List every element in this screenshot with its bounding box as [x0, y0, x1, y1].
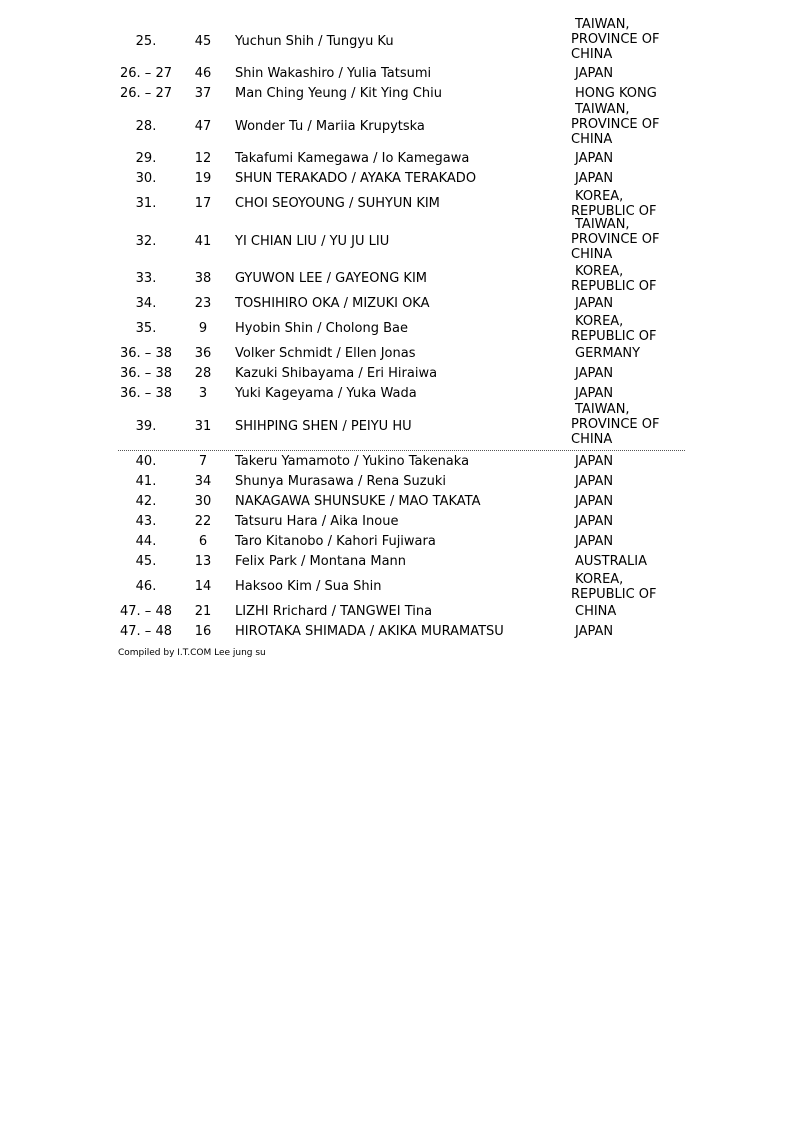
- table-row: [0, 64, 793, 84]
- country-line: KOREA,: [575, 264, 624, 279]
- bib-number-cell: 17: [194, 196, 212, 211]
- table-row: [0, 189, 793, 219]
- country-cell: [571, 452, 613, 472]
- bib-number-cell: 47: [194, 119, 212, 134]
- country-cell: [571, 602, 616, 622]
- country-cell: [571, 102, 659, 147]
- country-line: JAPAN: [575, 474, 614, 489]
- country-cell: [571, 217, 659, 262]
- country-cell: [571, 402, 659, 447]
- couple-names-cell: Felix Park / Montana Mann: [235, 554, 407, 569]
- rank-cell: 36. – 38: [120, 346, 172, 361]
- table-row: [0, 492, 793, 512]
- couple-names-cell: YI CHIAN LIU / YU JU LIU: [235, 234, 390, 249]
- country-line: JAPAN: [575, 514, 614, 529]
- bib-number-cell: 22: [194, 514, 212, 529]
- country-cell: [571, 64, 613, 84]
- bib-number-cell: 41: [194, 234, 212, 249]
- bib-number-cell: 45: [194, 34, 212, 49]
- table-row: [0, 344, 793, 364]
- bib-number-cell: 38: [194, 271, 212, 286]
- country-line: PROVINCE OF: [571, 32, 660, 47]
- rank-cell: 32.: [135, 234, 157, 249]
- country-line: CHINA: [571, 47, 613, 62]
- country-cell: [571, 344, 640, 364]
- bib-number-cell: 7: [198, 454, 208, 469]
- country-line: REPUBLIC OF: [571, 587, 657, 602]
- couple-names-cell: Yuki Kageyama / Yuka Wada: [235, 386, 417, 401]
- table-row: [0, 149, 793, 169]
- country-cell: [571, 572, 657, 602]
- table-row: [0, 217, 793, 262]
- country-line: TAIWAN,: [575, 102, 630, 117]
- country-line: REPUBLIC OF: [571, 279, 657, 294]
- bib-number-cell: 31: [194, 419, 212, 434]
- country-line: JAPAN: [575, 171, 614, 186]
- bib-number-cell: 28: [194, 366, 212, 381]
- rank-cell: 47. – 48: [120, 604, 172, 619]
- country-line: JAPAN: [575, 66, 614, 81]
- bib-number-cell: 46: [194, 66, 212, 81]
- table-row: [0, 169, 793, 189]
- country-cell: [571, 169, 613, 189]
- couple-names-cell: Yuchun Shih / Tungyu Ku: [235, 34, 394, 49]
- rank-cell: 44.: [135, 534, 157, 549]
- country-line: JAPAN: [575, 494, 614, 509]
- bib-number-cell: 16: [194, 624, 212, 639]
- country-cell: [571, 384, 613, 404]
- rank-cell: 36. – 38: [120, 366, 172, 381]
- bib-number-cell: 36: [194, 346, 212, 361]
- compiled-by-footer: Compiled by I.T.COM Lee jung su: [118, 648, 266, 658]
- couple-names-cell: Kazuki Shibayama / Eri Hiraiwa: [235, 366, 438, 381]
- rank-cell: 28.: [135, 119, 157, 134]
- country-line: REPUBLIC OF: [571, 329, 657, 344]
- country-cell: [571, 552, 647, 572]
- bib-number-cell: 37: [194, 86, 212, 101]
- country-line: CHINA: [571, 432, 613, 447]
- country-line: CHINA: [571, 132, 613, 147]
- bib-number-cell: 21: [194, 604, 212, 619]
- rank-cell: 35.: [135, 321, 157, 336]
- couple-names-cell: SHIHPING SHEN / PEIYU HU: [235, 419, 412, 434]
- country-line: JAPAN: [575, 454, 614, 469]
- country-cell: [571, 17, 659, 62]
- rank-cell: 41.: [135, 474, 157, 489]
- table-row: [0, 602, 793, 622]
- rank-cell: 47. – 48: [120, 624, 172, 639]
- couple-names-cell: Taro Kitanobo / Kahori Fujiwara: [235, 534, 436, 549]
- qualification-divider: [118, 450, 685, 451]
- table-row: [0, 294, 793, 314]
- table-row: [0, 512, 793, 532]
- table-row: [0, 532, 793, 552]
- country-line: REPUBLIC OF: [571, 204, 657, 219]
- rank-cell: 43.: [135, 514, 157, 529]
- bib-number-cell: 13: [194, 554, 212, 569]
- country-line: GERMANY: [575, 346, 641, 361]
- country-cell: [571, 472, 613, 492]
- couple-names-cell: SHUN TERAKADO / AYAKA TERAKADO: [235, 171, 477, 186]
- rank-cell: 31.: [135, 196, 157, 211]
- couple-names-cell: Hyobin Shin / Cholong Bae: [235, 321, 408, 336]
- country-line: AUSTRALIA: [575, 554, 647, 569]
- rank-cell: 26. – 27: [120, 66, 172, 81]
- table-row: [0, 264, 793, 294]
- country-line: JAPAN: [575, 296, 614, 311]
- country-cell: [571, 149, 613, 169]
- table-row: [0, 364, 793, 384]
- country-line: JAPAN: [575, 386, 614, 401]
- table-row: [0, 102, 793, 147]
- rank-cell: 40.: [135, 454, 157, 469]
- rank-cell: 34.: [135, 296, 157, 311]
- rank-cell: 29.: [135, 151, 157, 166]
- couple-names-cell: TOSHIHIRO OKA / MIZUKI OKA: [235, 296, 430, 311]
- couple-names-cell: NAKAGAWA SHUNSUKE / MAO TAKATA: [235, 494, 481, 509]
- bib-number-cell: 19: [194, 171, 212, 186]
- country-cell: [571, 492, 613, 512]
- country-cell: [571, 294, 613, 314]
- rank-cell: 25.: [135, 34, 157, 49]
- country-cell: [571, 264, 657, 294]
- country-line: CHINA: [575, 604, 617, 619]
- rank-cell: 45.: [135, 554, 157, 569]
- couple-names-cell: LIZHI Rrichard / TANGWEI Tina: [235, 604, 433, 619]
- table-row: [0, 472, 793, 492]
- country-cell: [571, 532, 613, 552]
- rank-cell: 46.: [135, 579, 157, 594]
- country-line: PROVINCE OF: [571, 417, 660, 432]
- bib-number-cell: 14: [194, 579, 212, 594]
- country-line: TAIWAN,: [575, 402, 630, 417]
- country-line: HONG KONG: [575, 86, 657, 101]
- rank-cell: 30.: [135, 171, 157, 186]
- country-line: JAPAN: [575, 366, 614, 381]
- table-row: [0, 622, 793, 642]
- couple-names-cell: Wonder Tu / Mariia Krupytska: [235, 119, 425, 134]
- country-line: TAIWAN,: [575, 217, 630, 232]
- couple-names-cell: Haksoo Kim / Sua Shin: [235, 579, 382, 594]
- bib-number-cell: 9: [198, 321, 208, 336]
- country-line: PROVINCE OF: [571, 232, 660, 247]
- country-line: CHINA: [571, 247, 613, 262]
- couple-names-cell: CHOI SEOYOUNG / SUHYUN KIM: [235, 196, 440, 211]
- country-line: JAPAN: [575, 151, 614, 166]
- country-line: KOREA,: [575, 314, 624, 329]
- table-row: [0, 17, 793, 62]
- bib-number-cell: 23: [194, 296, 212, 311]
- country-line: KOREA,: [575, 572, 624, 587]
- country-cell: [571, 314, 657, 344]
- bib-number-cell: 12: [194, 151, 212, 166]
- country-line: JAPAN: [575, 534, 614, 549]
- table-row: [0, 452, 793, 472]
- table-row: [0, 572, 793, 602]
- couple-names-cell: GYUWON LEE / GAYEONG KIM: [235, 271, 427, 286]
- couple-names-cell: Man Ching Yeung / Kit Ying Chiu: [235, 86, 442, 101]
- country-cell: [571, 84, 657, 104]
- couple-names-cell: Tatsuru Hara / Aika Inoue: [235, 514, 399, 529]
- country-line: PROVINCE OF: [571, 117, 660, 132]
- country-line: KOREA,: [575, 189, 624, 204]
- rank-cell: 42.: [135, 494, 157, 509]
- couple-names-cell: HIROTAKA SHIMADA / AKIKA MURAMATSU: [235, 624, 504, 639]
- rank-cell: 36. – 38: [120, 386, 172, 401]
- country-cell: [571, 512, 613, 532]
- couple-names-cell: Takeru Yamamoto / Yukino Takenaka: [235, 454, 470, 469]
- bib-number-cell: 3: [198, 386, 208, 401]
- rank-cell: 39.: [135, 419, 157, 434]
- country-cell: [571, 364, 613, 384]
- table-row: [0, 84, 793, 104]
- couple-names-cell: Takafumi Kamegawa / Io Kamegawa: [235, 151, 470, 166]
- country-line: TAIWAN,: [575, 17, 630, 32]
- table-row: [0, 402, 793, 447]
- couple-names-cell: Shunya Murasawa / Rena Suzuki: [235, 474, 446, 489]
- couple-names-cell: Volker Schmidt / Ellen Jonas: [235, 346, 416, 361]
- bib-number-cell: 6: [198, 534, 208, 549]
- couple-names-cell: Shin Wakashiro / Yulia Tatsumi: [235, 66, 432, 81]
- bib-number-cell: 30: [194, 494, 212, 509]
- country-cell: [571, 189, 657, 219]
- country-cell: [571, 622, 613, 642]
- table-row: [0, 384, 793, 404]
- rank-cell: 26. – 27: [120, 86, 172, 101]
- country-line: JAPAN: [575, 624, 614, 639]
- table-row: [0, 552, 793, 572]
- table-row: [0, 314, 793, 344]
- bib-number-cell: 34: [194, 474, 212, 489]
- rank-cell: 33.: [135, 271, 157, 286]
